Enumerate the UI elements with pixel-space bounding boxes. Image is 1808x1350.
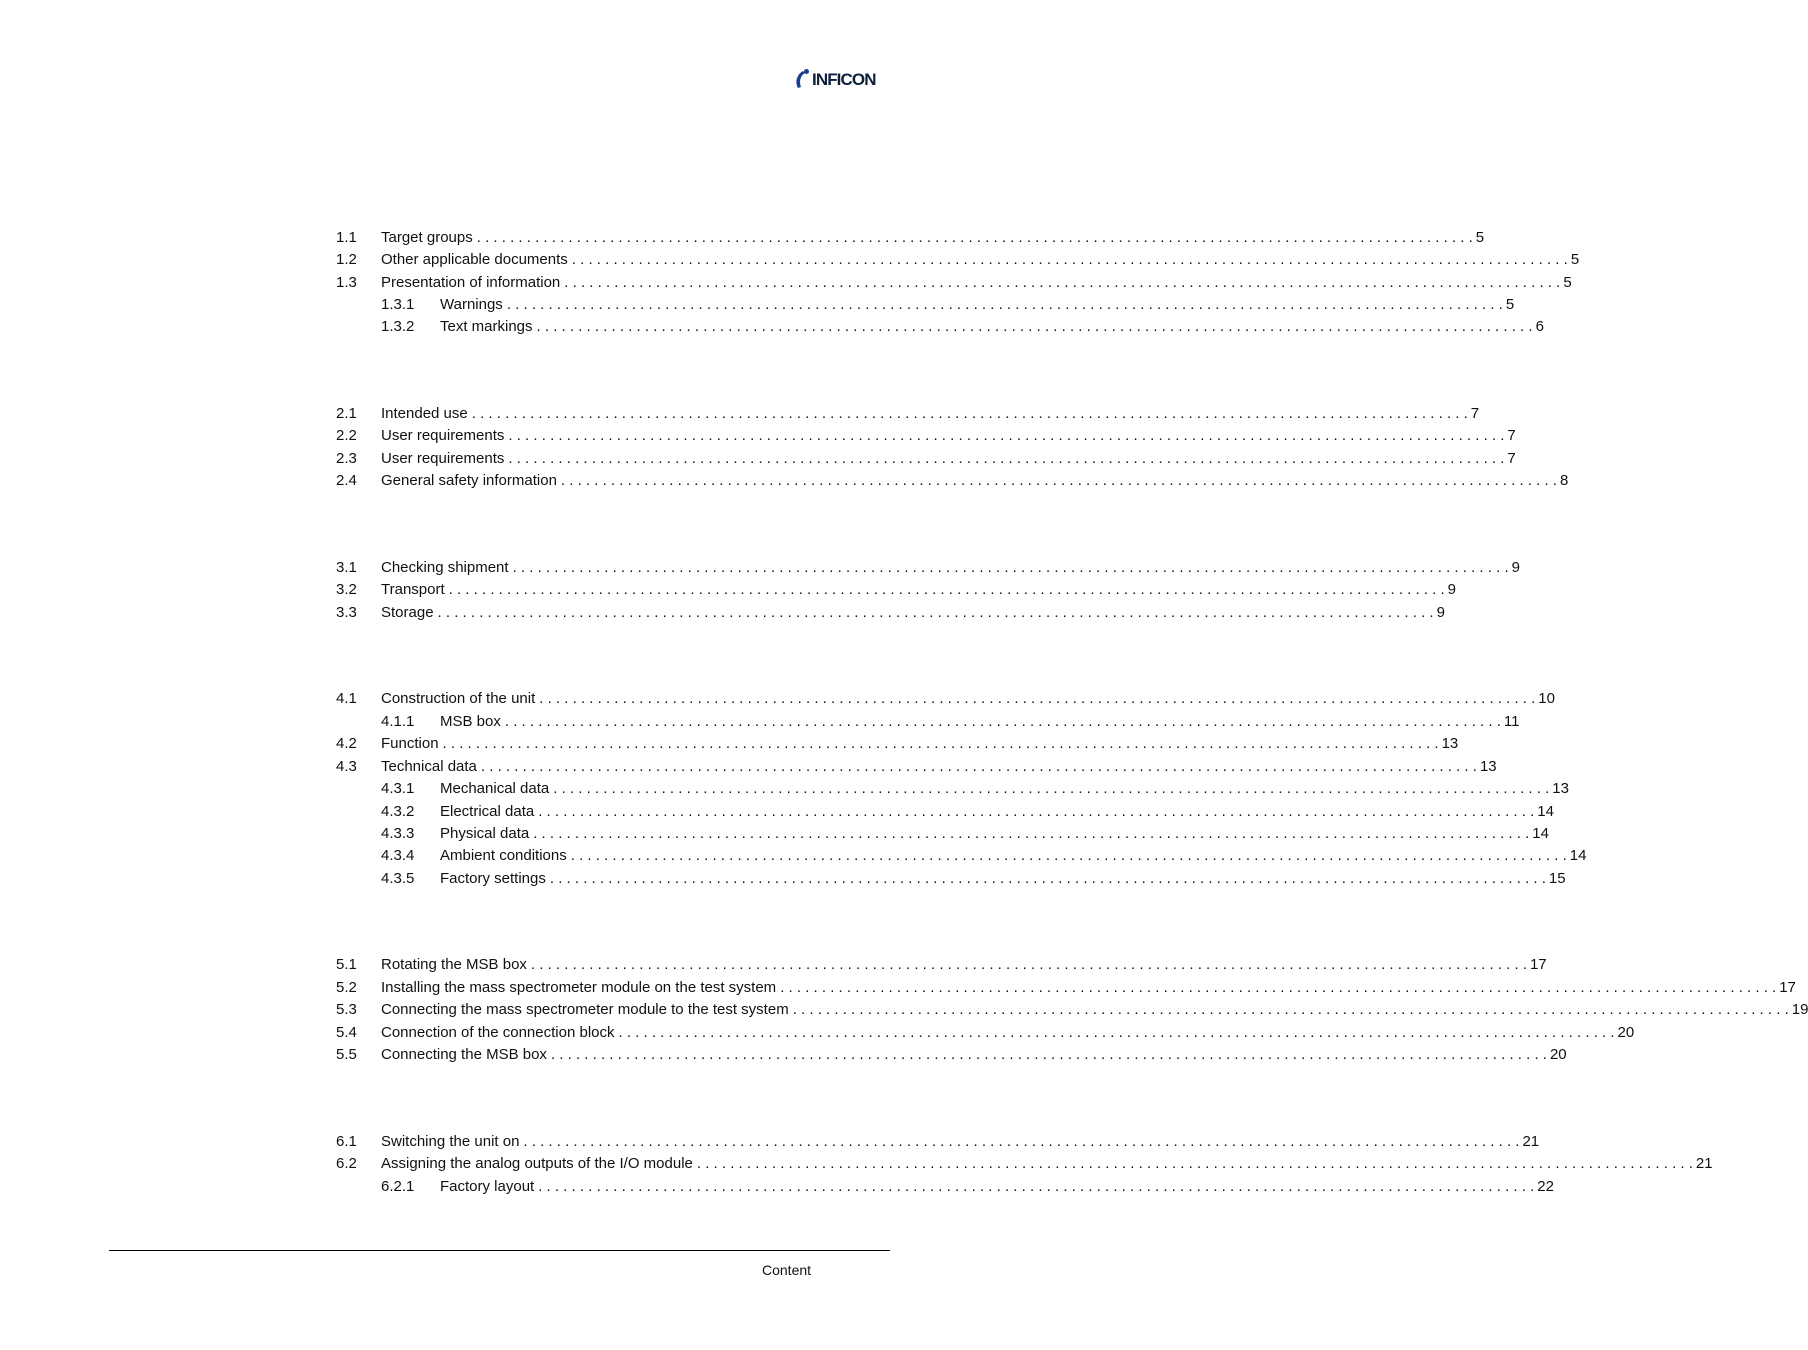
toc-entry-number: 5.5 <box>336 1046 357 1063</box>
toc-entry-page: 20 <box>1617 1024 1635 1041</box>
toc-dot-leader: . . . . . . . . . . . . . . . . . . . . . . . . . . . . . . . . . . . . . . . . . . . . . . . . . . . . . . . . . . . . . . . . . . . . . . . . . . . . . . . . . . . . . . . . . . . . . . . . . . . . . . . . . . . . . . . . . . . . . . . . <box>530 956 1527 973</box>
toc-entry-page: 21 <box>1695 1155 1713 1172</box>
toc-entry-title: Function <box>381 735 439 752</box>
toc-entry[interactable] <box>336 978 1796 998</box>
toc-dot-leader: . . . . . . . . . . . . . . . . . . . . . . . . . . . . . . . . . . . . . . . . . . . . . . . . . . . . . . . . . . . . . . . . . . . . . . . . . . . . . . . . . . . . . . . . . . . . . . . . . . . . . . . . . . . . . . . . . . . . . . . . <box>437 604 1434 621</box>
toc-entry[interactable] <box>336 404 1480 424</box>
toc-dot-leader: . . . . . . . . . . . . . . . . . . . . . . . . . . . . . . . . . . . . . . . . . . . . . . . . . . . . . . . . . . . . . . . . . . . . . . . . . . . . . . . . . . . . . . . . . . . . . . . . . . . . . . . . . . . . . . . . . . . . . . . . <box>538 1178 1535 1195</box>
toc-entry[interactable] <box>336 471 1569 491</box>
toc-entry[interactable] <box>336 802 1554 822</box>
toc-entry-number: 1.3.1 <box>381 296 415 313</box>
toc-entry-page: 7 <box>1470 405 1480 422</box>
toc-dot-leader: . . . . . . . . . . . . . . . . . . . . . . . . . . . . . . . . . . . . . . . . . . . . . . . . . . . . . . . . . . . . . . . . . . . . . . . . . . . . . . . . . . . . . . . . . . . . . . . . . . . . . . . . . . . . . . . . . . . . . . . . <box>471 405 1468 422</box>
toc-entry[interactable] <box>336 1023 1635 1043</box>
toc-dot-leader: . . . . . . . . . . . . . . . . . . . . . . . . . . . . . . . . . . . . . . . . . . . . . . . . . . . . . . . . . . . . . . . . . . . . . . . . . . . . . . . . . . . . . . . . . . . . . . . . . . . . . . . . . . . . . . . . . . . . . . . . <box>536 318 1533 335</box>
toc-entry-number: 5.3 <box>336 1001 357 1018</box>
toc-entry-title: Storage <box>381 604 434 621</box>
toc-entry-title: Target groups <box>381 229 473 246</box>
toc-entry-page: 7 <box>1507 450 1516 467</box>
toc-entry[interactable] <box>336 228 1485 248</box>
toc-entry[interactable] <box>336 824 1549 844</box>
toc-dot-leader: . . . . . . . . . . . . . . . . . . . . . . . . . . . . . . . . . . . . . . . . . . . . . . . . . . . . . . . . . . . . . . . . . . . . . . . . . . . . . . . . . . . . . . . . . . . . . . . . . . . . . . . . . . . . . . . . . . . . . . . . <box>476 229 1473 246</box>
toc-entry-page: 17 <box>1779 979 1796 996</box>
toc-entry-number: 2.3 <box>336 450 357 467</box>
toc-entry-number: 4.2 <box>336 735 357 752</box>
toc-entry-number: 6.2.1 <box>381 1178 415 1195</box>
toc-entry[interactable] <box>336 317 1544 337</box>
toc-entry-page: 7 <box>1507 427 1516 444</box>
toc-entry[interactable] <box>336 603 1445 623</box>
toc-entry-title: Connection of the connection block <box>381 1024 615 1041</box>
toc-entry-number: 1.1 <box>336 229 357 246</box>
toc-entry-title: General safety information <box>381 472 557 489</box>
toc-entry-page: 15 <box>1548 870 1566 887</box>
toc-entry[interactable] <box>336 1000 1808 1020</box>
toc-entry[interactable] <box>336 1132 1540 1152</box>
toc-entry-number: 5.4 <box>336 1024 357 1041</box>
toc-entry[interactable] <box>336 295 1515 315</box>
toc-entry-title: Intended use <box>381 405 468 422</box>
toc-entry-number: 4.3.3 <box>381 825 415 842</box>
toc-entry[interactable] <box>336 1177 1554 1197</box>
footer-section-label: Content <box>762 1262 812 1278</box>
toc-entry-title: Connecting the MSB box <box>381 1046 547 1063</box>
toc-entry-page: 17 <box>1529 956 1547 973</box>
toc-entry-number: 4.3.4 <box>381 847 415 864</box>
toc-entry-number: 5.2 <box>336 979 357 996</box>
toc-dot-leader: . . . . . . . . . . . . . . . . . . . . . . . . . . . . . . . . . . . . . . . . . . . . . . . . . . . . . . . . . . . . . . . . . . . . . . . . . . . . . . . . . . . . . . . . . . . . . . . . . . . . . . . . . . . . . . . . . . . . . . . . <box>696 1155 1693 1172</box>
toc-dot-leader: . . . . . . . . . . . . . . . . . . . . . . . . . . . . . . . . . . . . . . . . . . . . . . . . . . . . . . . . . . . . . . . . . . . . . . . . . . . . . . . . . . . . . . . . . . . . . . . . . . . . . . . . . . . . . . . . . . . . . . . . <box>570 847 1567 864</box>
toc-entry-title: Connecting the mass spectrometer module to the test system <box>381 1001 789 1018</box>
toc-entry-page: 9 <box>1436 604 1445 621</box>
toc-entry[interactable] <box>336 426 1516 446</box>
toc-entry-title: Construction of the unit <box>381 690 536 707</box>
toc-dot-leader: . . . . . . . . . . . . . . . . . . . . . . . . . . . . . . . . . . . . . . . . . . . . . . . . . . . . . . . . . . . . . . . . . . . . . . . . . . . . . . . . . . . . . . . . . . . . . . . . . . . . . . . . . . . . . . . . . . . . . . . . <box>512 559 1509 576</box>
toc-dot-leader: . . . . . . . . . . . . . . . . . . . . . . . . . . . . . . . . . . . . . . . . . . . . . . . . . . . . . . . . . . . . . . . . . . . . . . . . . . . . . . . . . . . . . . . . . . . . . . . . . . . . . . . . . . . . . . . . . . . . . . . . <box>792 1001 1789 1018</box>
toc-entry-number: 4.1 <box>336 690 357 707</box>
toc-entry-title: Switching the unit on <box>381 1133 520 1150</box>
toc-entry-page: 5 <box>1505 296 1515 313</box>
toc-dot-leader: . . . . . . . . . . . . . . . . . . . . . . . . . . . . . . . . . . . . . . . . . . . . . . . . . . . . . . . . . . . . . . . . . . . . . . . . . . . . . . . . . . . . . . . . . . . . . . . . . . . . . . . . . . . . . . . . . . . . . . . . <box>553 780 1550 797</box>
toc-entry-title: Other applicable documents <box>381 251 568 268</box>
toc-entry-title: Assigning the analog outputs of the I/O module <box>381 1155 693 1172</box>
toc-entry-number: 4.3.1 <box>381 780 415 797</box>
toc-dot-leader: . . . . . . . . . . . . . . . . . . . . . . . . . . . . . . . . . . . . . . . . . . . . . . . . . . . . . . . . . . . . . . . . . . . . . . . . . . . . . . . . . . . . . . . . . . . . . . . . . . . . . . . . . . . . . . . . . . . . . . . . <box>571 251 1568 268</box>
toc-entry-title: MSB box <box>440 713 501 730</box>
toc-entry-number: 4.1.1 <box>381 713 415 730</box>
toc-dot-leader: . . . . . . . . . . . . . . . . . . . . . . . . . . . . . . . . . . . . . . . . . . . . . . . . . . . . . . . . . . . . . . . . . . . . . . . . . . . . . . . . . . . . . . . . . . . . . . . . . . . . . . . . . . . . . . . . . . . . . . . . <box>618 1024 1615 1041</box>
toc-entry-page: 22 <box>1537 1178 1554 1195</box>
toc-entry-number: 2.1 <box>336 405 357 422</box>
toc-dot-leader: . . . . . . . . . . . . . . . . . . . . . . . . . . . . . . . . . . . . . . . . . . . . . . . . . . . . . . . . . . . . . . . . . . . . . . . . . . . . . . . . . . . . . . . . . . . . . . . . . . . . . . . . . . . . . . . . . . . . . . . . <box>780 979 1777 996</box>
toc-dot-leader: . . . . . . . . . . . . . . . . . . . . . . . . . . . . . . . . . . . . . . . . . . . . . . . . . . . . . . . . . . . . . . . . . . . . . . . . . . . . . . . . . . . . . . . . . . . . . . . . . . . . . . . . . . . . . . . . . . . . . . . . <box>480 758 1477 775</box>
toc-entry-page: 9 <box>1447 581 1457 598</box>
toc-entry-number: 6.1 <box>336 1133 357 1150</box>
logo-wordmark: INFICON <box>812 69 876 89</box>
toc-dot-leader: . . . . . . . . . . . . . . . . . . . . . . . . . . . . . . . . . . . . . . . . . . . . . . . . . . . . . . . . . . . . . . . . . . . . . . . . . . . . . . . . . . . . . . . . . . . . . . . . . . . . . . . . . . . . . . . . . . . . . . . . <box>506 296 1503 313</box>
toc-dot-leader: . . . . . . . . . . . . . . . . . . . . . . . . . . . . . . . . . . . . . . . . . . . . . . . . . . . . . . . . . . . . . . . . . . . . . . . . . . . . . . . . . . . . . . . . . . . . . . . . . . . . . . . . . . . . . . . . . . . . . . . . <box>508 427 1505 444</box>
toc-dot-leader: . . . . . . . . . . . . . . . . . . . . . . . . . . . . . . . . . . . . . . . . . . . . . . . . . . . . . . . . . . . . . . . . . . . . . . . . . . . . . . . . . . . . . . . . . . . . . . . . . . . . . . . . . . . . . . . . . . . . . . . . <box>533 825 1530 842</box>
toc-entry[interactable] <box>336 712 1520 732</box>
toc-entry[interactable] <box>336 734 1459 754</box>
toc-entry[interactable] <box>336 955 1547 975</box>
toc-entry-page: 8 <box>1559 472 1569 489</box>
toc-entry[interactable] <box>336 1154 1713 1174</box>
toc-entry-page: 5 <box>1570 251 1580 268</box>
toc-entry-number: 3.2 <box>336 581 357 598</box>
toc-entry-number: 4.3 <box>336 758 357 775</box>
toc-entry-number: 1.3 <box>336 274 357 291</box>
toc-entry-number: 2.4 <box>336 472 357 489</box>
toc-entry-title: Rotating the MSB box <box>381 956 527 973</box>
toc-entry-page: 5 <box>1475 229 1485 246</box>
toc-entry-page: 21 <box>1522 1133 1540 1150</box>
toc-entry-page: 13 <box>1441 735 1459 752</box>
toc-entry[interactable] <box>336 250 1580 270</box>
footer-divider <box>109 1250 890 1251</box>
toc-entry-title: Presentation of information <box>381 274 561 291</box>
toc-dot-leader: . . . . . . . . . . . . . . . . . . . . . . . . . . . . . . . . . . . . . . . . . . . . . . . . . . . . . . . . . . . . . . . . . . . . . . . . . . . . . . . . . . . . . . . . . . . . . . . . . . . . . . . . . . . . . . . . . . . . . . . . <box>523 1133 1520 1150</box>
toc-entry-number: 4.3.5 <box>381 870 415 887</box>
toc-entry[interactable] <box>336 449 1516 469</box>
toc-entry-title: Electrical data <box>440 803 535 820</box>
toc-entry-title: Warnings <box>440 296 503 313</box>
toc-entry-number: 3.1 <box>336 559 357 576</box>
toc-entry-page: 14 <box>1537 803 1554 820</box>
toc-entry-number: 5.1 <box>336 956 357 973</box>
toc-entry-title: Factory layout <box>440 1178 535 1195</box>
toc-dot-leader: . . . . . . . . . . . . . . . . . . . . . . . . . . . . . . . . . . . . . . . . . . . . . . . . . . . . . . . . . . . . . . . . . . . . . . . . . . . . . . . . . . . . . . . . . . . . . . . . . . . . . . . . . . . . . . . . . . . . . . . . <box>550 1046 1547 1063</box>
toc-entry-title: Checking shipment <box>381 559 509 576</box>
toc-entry-page: 13 <box>1552 780 1569 797</box>
toc-entry[interactable] <box>336 779 1569 799</box>
toc-entry-title: User requirements <box>381 427 505 444</box>
toc-entry-page: 14 <box>1569 847 1587 864</box>
toc-dot-leader: . . . . . . . . . . . . . . . . . . . . . . . . . . . . . . . . . . . . . . . . . . . . . . . . . . . . . . . . . . . . . . . . . . . . . . . . . . . . . . . . . . . . . . . . . . . . . . . . . . . . . . . . . . . . . . . . . . . . . . . . <box>538 803 1535 820</box>
toc-entry-number: 4.3.2 <box>381 803 415 820</box>
toc-entry[interactable] <box>336 558 1520 578</box>
toc-dot-leader: . . . . . . . . . . . . . . . . . . . . . . . . . . . . . . . . . . . . . . . . . . . . . . . . . . . . . . . . . . . . . . . . . . . . . . . . . . . . . . . . . . . . . . . . . . . . . . . . . . . . . . . . . . . . . . . . . . . . . . . . <box>564 274 1561 291</box>
toc-dot-leader: . . . . . . . . . . . . . . . . . . . . . . . . . . . . . . . . . . . . . . . . . . . . . . . . . . . . . . . . . . . . . . . . . . . . . . . . . . . . . . . . . . . . . . . . . . . . . . . . . . . . . . . . . . . . . . . . . . . . . . . . <box>448 581 1445 598</box>
toc-entry[interactable] <box>336 869 1566 889</box>
toc-entry-title: Transport <box>381 581 445 598</box>
toc-entry-number: 2.2 <box>336 427 357 444</box>
toc-entry-title: Mechanical data <box>440 780 550 797</box>
toc-entry-title: Ambient conditions <box>440 847 567 864</box>
toc-entry[interactable] <box>336 1045 1567 1065</box>
toc-entry[interactable] <box>336 580 1457 600</box>
toc-entry-page: 11 <box>1503 713 1520 730</box>
toc-entry-title: Installing the mass spectrometer module on the test system <box>381 979 777 996</box>
toc-dot-leader: . . . . . . . . . . . . . . . . . . . . . . . . . . . . . . . . . . . . . . . . . . . . . . . . . . . . . . . . . . . . . . . . . . . . . . . . . . . . . . . . . . . . . . . . . . . . . . . . . . . . . . . . . . . . . . . . . . . . . . . . <box>442 735 1439 752</box>
toc-entry-page: 13 <box>1479 758 1497 775</box>
toc-entry-title: Text markings <box>440 318 533 335</box>
toc-dot-leader: . . . . . . . . . . . . . . . . . . . . . . . . . . . . . . . . . . . . . . . . . . . . . . . . . . . . . . . . . . . . . . . . . . . . . . . . . . . . . . . . . . . . . . . . . . . . . . . . . . . . . . . . . . . . . . . . . . . . . . . . <box>508 450 1505 467</box>
toc-entry-number: 1.2 <box>336 251 357 268</box>
toc-entry-page: 14 <box>1532 825 1549 842</box>
toc-entry-page: 20 <box>1549 1046 1567 1063</box>
toc-entry[interactable] <box>336 757 1497 777</box>
toc-entry-title: Factory settings <box>440 870 546 887</box>
toc-entry-title: Technical data <box>381 758 477 775</box>
toc-dot-leader: . . . . . . . . . . . . . . . . . . . . . . . . . . . . . . . . . . . . . . . . . . . . . . . . . . . . . . . . . . . . . . . . . . . . . . . . . . . . . . . . . . . . . . . . . . . . . . . . . . . . . . . . . . . . . . . . . . . . . . . . <box>560 472 1557 489</box>
toc-entry-number: 6.2 <box>336 1155 357 1172</box>
toc-entry[interactable] <box>336 846 1587 866</box>
toc-entry-number: 1.3.2 <box>381 318 415 335</box>
toc-entry-number: 3.3 <box>336 604 357 621</box>
toc-entry-title: User requirements <box>381 450 505 467</box>
toc-entry[interactable] <box>336 689 1555 709</box>
toc-entry-page: 5 <box>1563 274 1572 291</box>
toc-dot-leader: . . . . . . . . . . . . . . . . . . . . . . . . . . . . . . . . . . . . . . . . . . . . . . . . . . . . . . . . . . . . . . . . . . . . . . . . . . . . . . . . . . . . . . . . . . . . . . . . . . . . . . . . . . . . . . . . . . . . . . . . <box>504 713 1501 730</box>
toc-entry-page: 9 <box>1511 559 1520 576</box>
toc-entry[interactable] <box>336 273 1572 293</box>
toc-entry-page: 19 <box>1791 1001 1808 1018</box>
toc-entry-page: 10 <box>1538 690 1555 707</box>
toc-dot-leader: . . . . . . . . . . . . . . . . . . . . . . . . . . . . . . . . . . . . . . . . . . . . . . . . . . . . . . . . . . . . . . . . . . . . . . . . . . . . . . . . . . . . . . . . . . . . . . . . . . . . . . . . . . . . . . . . . . . . . . . . <box>549 870 1546 887</box>
toc-dot-leader: . . . . . . . . . . . . . . . . . . . . . . . . . . . . . . . . . . . . . . . . . . . . . . . . . . . . . . . . . . . . . . . . . . . . . . . . . . . . . . . . . . . . . . . . . . . . . . . . . . . . . . . . . . . . . . . . . . . . . . . . <box>539 690 1536 707</box>
toc-entry-page: 6 <box>1535 318 1544 335</box>
toc-entry-title: Physical data <box>440 825 530 842</box>
